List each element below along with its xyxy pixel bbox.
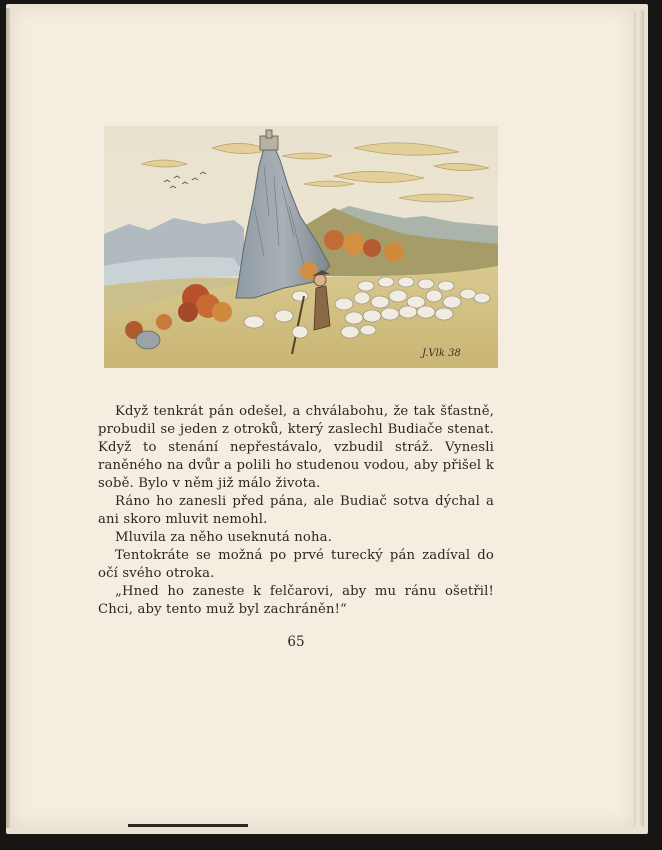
artist-signature: J.Vlk 38 — [422, 348, 461, 359]
page-fore-edge — [634, 10, 644, 826]
paragraph: Když tenkrát pán odešel, a chválabohu, že tak šťastně, probudil se jeden z otroků, který zaslechl Budiače stenat. Když to stenání nepřestávalo, vzbudil stráž. Vynesli raněného na dvůr a polili ho studenou vodou, aby přišel k sobě. Bylo v něm již málo života. — [98, 404, 494, 491]
paragraph: Ráno ho zanesli před pána, ale Budiač sotva dýchal a ani skoro mluvit nemohl. — [98, 494, 494, 527]
body-text — [98, 403, 494, 619]
paragraph: Tentokráte se možná po prvé turecký pán zadíval do očí svého otroka. — [98, 548, 494, 581]
paragraph: Mluvila za něho useknutá noha. — [115, 530, 332, 545]
scan-bottom-mark — [128, 824, 248, 827]
page-number: 65 — [287, 634, 305, 650]
landscape-illustration-icon — [104, 126, 498, 368]
paragraph: „Hned ho zaneste k felčarovi, aby mu ránu ošetřil! Chci, aby tento muž byl zachráněn!“ — [98, 584, 494, 617]
